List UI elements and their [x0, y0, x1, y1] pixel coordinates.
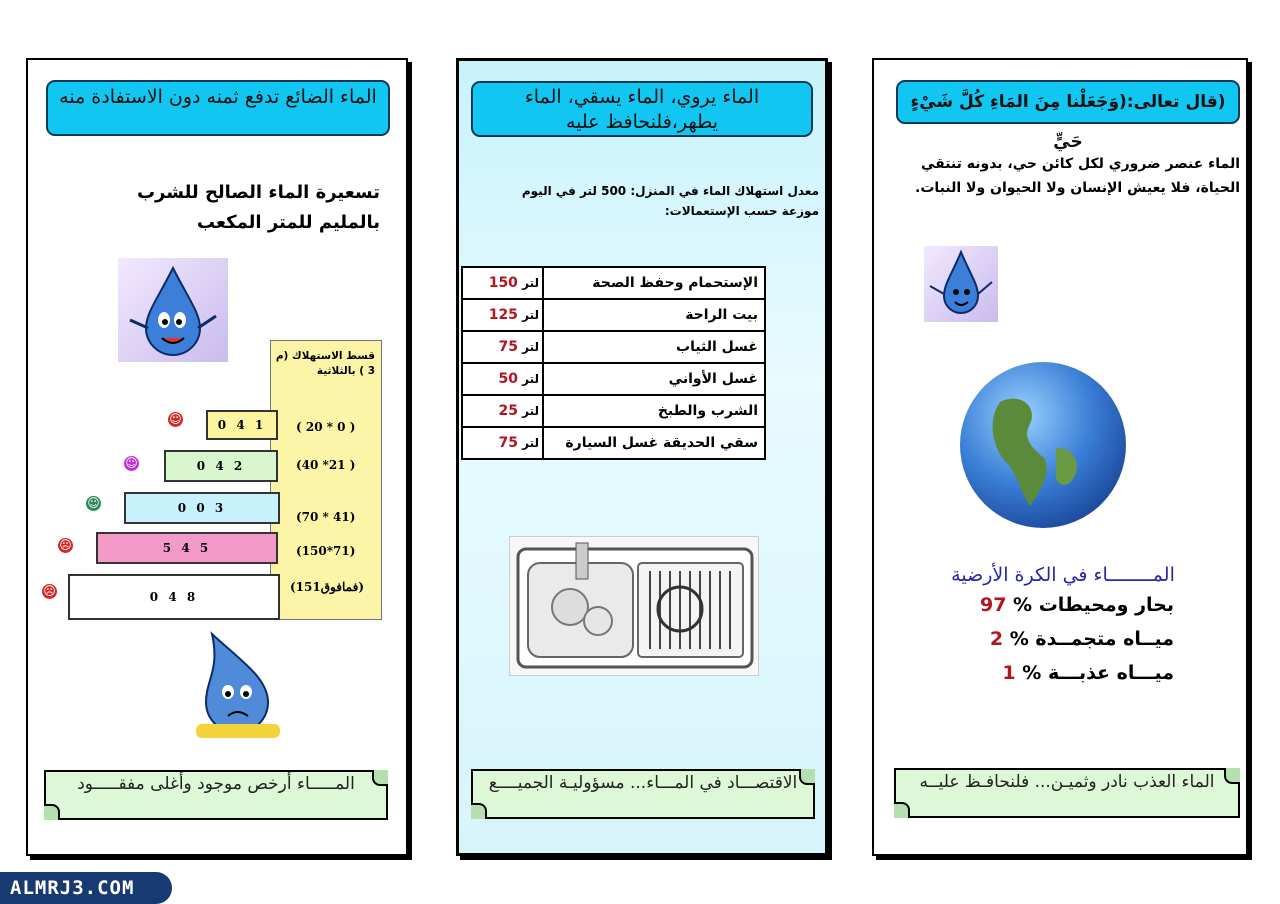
tier-price-bar — [206, 410, 278, 440]
usage-quantity — [462, 395, 543, 427]
usage-intro-line2: موزعة حسب الإستعمالات: — [664, 204, 819, 218]
right-panel — [872, 58, 1248, 856]
usage-row — [462, 331, 765, 363]
right-footer-text: الماء العذب نادر وثميـن... فلنحافـظ عليــه — [919, 772, 1215, 792]
usage-unit: لتر — [522, 436, 539, 450]
tier-price: 0 4 1 — [217, 418, 267, 432]
tier-price: 0 0 3 — [177, 501, 227, 515]
usage-unit: لتر — [522, 276, 539, 290]
tier-price-bar — [124, 492, 280, 524]
usage-unit: لتر — [522, 308, 539, 322]
tier-range: (151فمافوق) — [290, 580, 364, 594]
neutral-face-icon: ☺ — [87, 496, 100, 510]
usage-quantity — [462, 299, 543, 331]
tier-price-bar — [96, 532, 278, 564]
tier-price: 0 4 8 — [149, 590, 199, 604]
usage-amount: 125 — [488, 307, 518, 323]
left-banner-text: الماء الضائع تدفع ثمنه دون الاستفادة منه — [59, 86, 377, 108]
usage-label: الإستحمام وحفظ الصحة — [543, 267, 765, 299]
usage-label: الشرب والطبخ — [543, 395, 765, 427]
tier-price: 0 4 2 — [196, 459, 246, 473]
right-banner — [896, 80, 1240, 152]
sad-face-icon: ☹ — [43, 584, 56, 598]
percent-sign: % — [1013, 594, 1033, 616]
usage-row — [462, 427, 765, 459]
usage-row — [462, 299, 765, 331]
watermark-text: ALMRJ3.COM — [10, 877, 135, 899]
small-water-drop-image — [924, 246, 998, 322]
tier-range: (70 * 41) — [296, 510, 356, 524]
usage-quantity — [462, 331, 543, 363]
usage-label: غسل الأواني — [543, 363, 765, 395]
usage-unit: لتر — [522, 340, 539, 354]
middle-footer-scroll — [471, 769, 815, 819]
right-footer-scroll — [894, 768, 1240, 818]
left-footer-text: المـــــاء أرخص موجود وأغلى مفقـــــود — [77, 774, 355, 794]
usage-unit: لتر — [522, 372, 539, 386]
tier-price-bar — [164, 450, 278, 482]
usage-amount: 150 — [488, 275, 518, 291]
usage-amount: 75 — [498, 339, 518, 355]
happy-face-icon: ☺ — [169, 412, 182, 426]
tier-range: (150*71) — [296, 544, 356, 558]
usage-row — [462, 363, 765, 395]
sad-face-icon: ☹ — [59, 538, 72, 552]
price-heading-line2: بالمليم للمتر المكعب — [196, 212, 380, 233]
usage-quantity — [462, 267, 543, 299]
price-heading-line1: تسعيرة الماء الصالح للشرب — [136, 182, 380, 203]
tier-price-bar — [68, 574, 280, 620]
site-watermark-logo — [0, 872, 172, 904]
usage-quantity — [462, 363, 543, 395]
distribution-percent: 1 — [1002, 662, 1016, 684]
usage-row — [462, 395, 765, 427]
distribution-label: بحار ومحيطات — [1038, 594, 1174, 616]
usage-amount: 75 — [498, 435, 518, 451]
usage-amount: 25 — [498, 403, 518, 419]
tier-box — [270, 340, 382, 620]
tier-range: (40 *21 ) — [296, 458, 356, 472]
earth-water-title: المــــــــاء في الكرة الأرضية — [951, 564, 1175, 586]
tier-range: ( 20 * 0 ) — [296, 420, 356, 434]
usage-unit: لتر — [522, 404, 539, 418]
crying-water-drop-image — [190, 630, 284, 740]
distribution-row — [934, 594, 1174, 616]
middle-footer-text: الاقتصـــاد في المـــاء... مسؤوليـة الجميــــع — [488, 773, 798, 793]
left-banner — [46, 80, 390, 136]
usage-intro-line1: معدل استهلاك الماء في المنزل: 500 لتر في اليوم — [521, 184, 819, 198]
price-heading — [100, 178, 380, 238]
verse-text: (قال تعالى:(وَجَعَلْنا مِنَ المَاءِ كُلَّ شَيْءٍ حَيٍّ — [910, 92, 1226, 152]
tier-box-title: قسط الاستهلاك (م 3 ) بالثلاثية — [275, 350, 375, 377]
distribution-label: ميــاه متجمــدة — [1035, 628, 1174, 650]
water-importance-text: الماء عنصر ضروري لكل كائن حي، بدونه تنتقي الحياة، فلا يعيش الإنسان ولا الحيوان ولا النبات. — [915, 156, 1240, 196]
usage-table — [461, 266, 766, 460]
middle-banner — [471, 81, 813, 137]
percent-sign: % — [1009, 628, 1029, 650]
middle-panel — [456, 58, 828, 856]
distribution-label: ميـــاه عذبـــة — [1047, 662, 1174, 684]
usage-quantity — [462, 427, 543, 459]
tier-price: 5 4 5 — [162, 541, 212, 555]
distribution-row — [934, 662, 1174, 684]
distribution-row — [934, 628, 1174, 650]
kitchen-sink-image — [509, 536, 759, 676]
middle-banner-text: الماء يروي، الماء يسقي، الماء يطهر،فلنحافظ عليه — [524, 86, 760, 133]
happy-water-drop-image — [118, 258, 228, 362]
usage-label: غسل الثياب — [543, 331, 765, 363]
distribution-percent: 2 — [989, 628, 1004, 650]
usage-row — [462, 267, 765, 299]
left-footer-scroll — [44, 770, 388, 820]
left-panel — [26, 58, 408, 856]
usage-amount: 50 — [498, 371, 518, 387]
usage-intro — [519, 181, 819, 221]
percent-sign: % — [1022, 662, 1042, 684]
happy-face-icon: ☺ — [125, 456, 138, 470]
usage-label: سقي الحديقة غسل السيارة — [543, 427, 765, 459]
usage-label: بيت الراحة — [543, 299, 765, 331]
earth-globe-image — [960, 362, 1126, 528]
distribution-percent: 97 — [979, 594, 1007, 616]
